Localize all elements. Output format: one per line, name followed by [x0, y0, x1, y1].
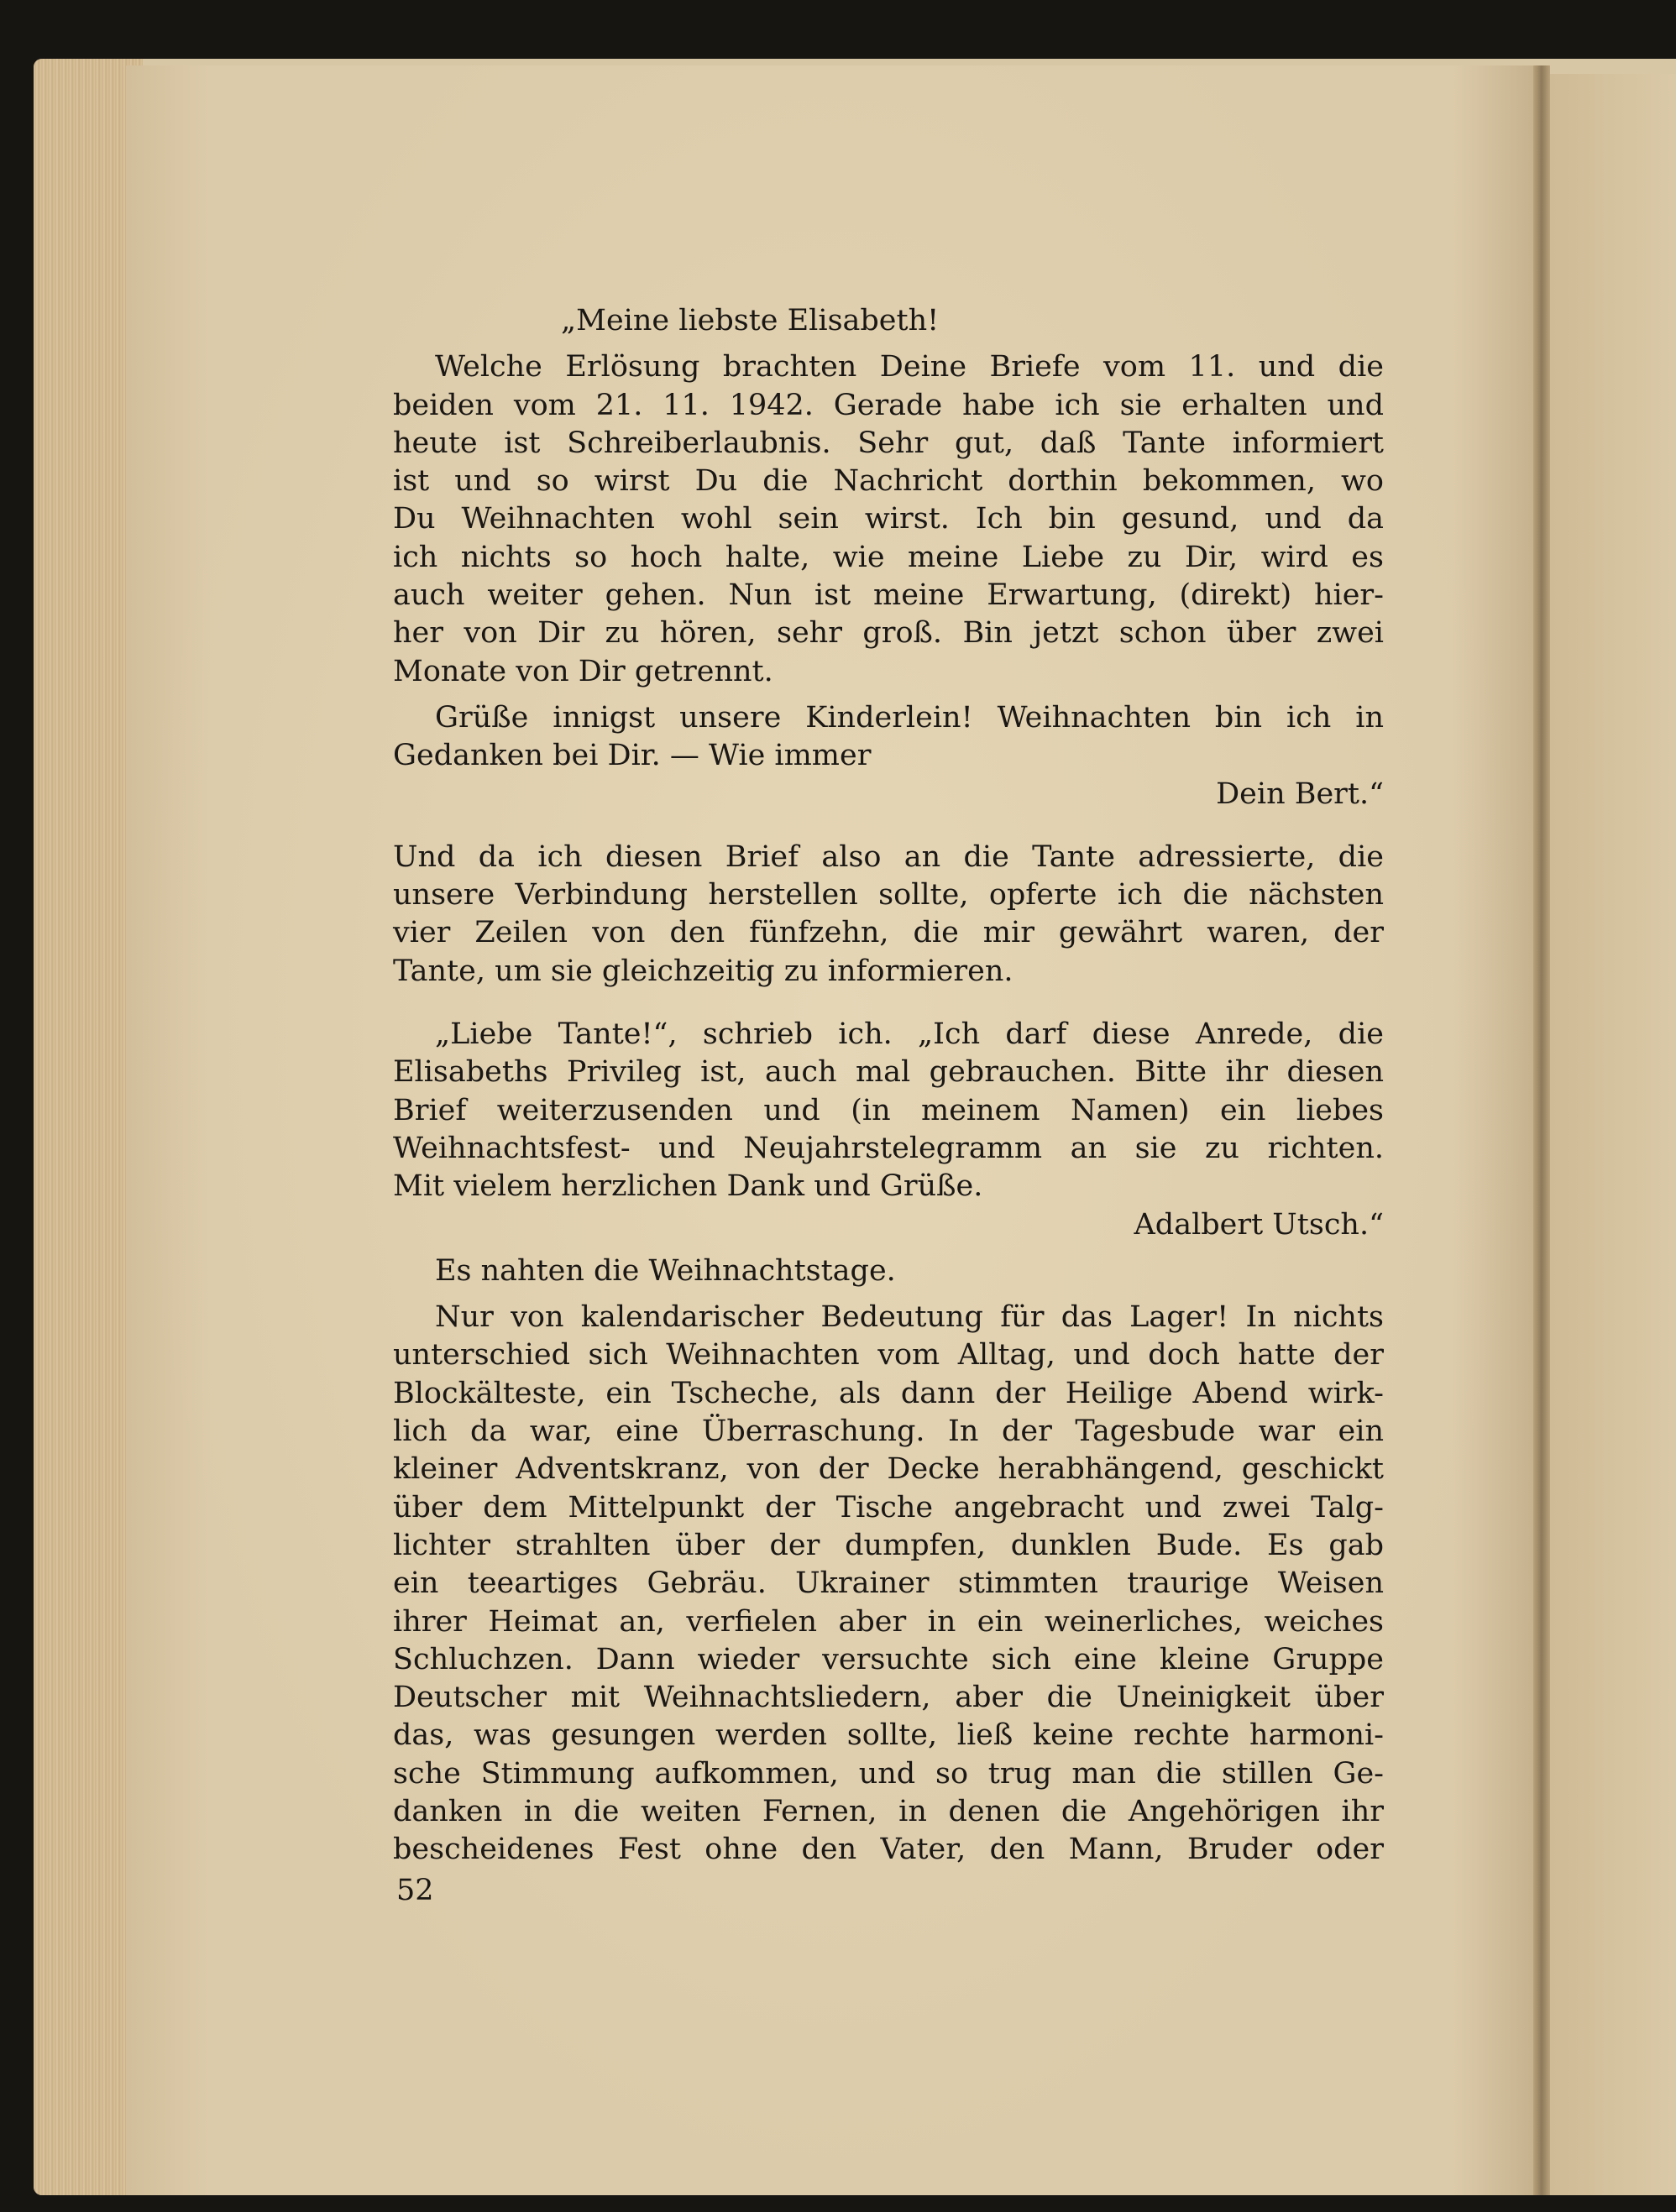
- text-line: Welche Erlösung brachten Deine Briefe vom 11. und die: [435, 350, 1384, 384]
- text-line: unterschied sich Weihnachten vom Alltag, und doch hatte der: [393, 1338, 1384, 1373]
- letter-salutation: „Meine liebste Elisabeth!: [561, 304, 940, 337]
- text-line: Weihnachtsfest- und Neujahrstelegramm an sie zu richten.: [393, 1131, 1384, 1165]
- page-text: [393, 302, 1384, 1869]
- text-line: ihrer Heimat an, verfielen aber in ein weinerliches, weiches: [393, 1604, 1384, 1639]
- text-line: ich nichts so hoch halte, wie meine Liebe zu Dir, wird es: [393, 540, 1384, 574]
- letter-signature-aunt: Adalbert Utsch.“: [1134, 1207, 1384, 1242]
- narrative-line: Es nahten die Weihnachtstage.: [435, 1253, 896, 1288]
- text-line: Deutscher mit Weihnachtsliedern, aber die Uneinigkeit über: [393, 1681, 1384, 1715]
- page-number: 52: [396, 1874, 434, 1907]
- letter-paragraph-2: [393, 699, 1384, 776]
- text-line: heute ist Schreiberlaubnis. Sehr gut, daß Tante informiert: [393, 426, 1384, 460]
- text-line: Du Weihnachten wohl sein wirst. Ich bin gesund, und da: [393, 502, 1384, 536]
- text-line: unsere Verbindung herstellen sollte, opferte ich die nächsten: [393, 878, 1384, 913]
- text-line: Blockälteste, ein Tscheche, als dann der Heilige Abend wirk-: [393, 1376, 1384, 1410]
- letter-to-aunt: [393, 1016, 1384, 1205]
- text-line: ein teeartiges Gebräu. Ukrainer stimmten traurige Weisen: [393, 1566, 1384, 1601]
- text-line: lich da war, eine Überraschung. In der Tagesbude war ein: [393, 1415, 1384, 1449]
- text-line: Brief weiterzusenden und (in meinem Namen) ein liebes: [393, 1093, 1384, 1127]
- text-line: vier Zeilen von den fünfzehn, die mir gewährt waren, der: [393, 916, 1384, 950]
- text-line: danken in die weiten Fernen, in denen die Angehörigen ihr: [393, 1794, 1384, 1828]
- text-line: über dem Mittelpunkt der Tische angebracht und zwei Talg-: [393, 1490, 1384, 1524]
- text-line: Und da ich diesen Brief also an die Tante adressierte, die: [393, 839, 1384, 874]
- narrative-paragraph-1: [393, 839, 1384, 991]
- narrative-paragraph-3: [393, 1299, 1384, 1869]
- text-line: Elisabeths Privileg ist, auch mal gebrauchen. Bitte ihr diesen: [393, 1055, 1384, 1090]
- text-line: auch weiter gehen. Nun ist meine Erwartung, (direkt) hier-: [393, 578, 1384, 613]
- text-line: Monate von Dir getrennt.: [393, 654, 773, 688]
- text-line: Tante, um sie gleichzeitig zu informieren.: [393, 954, 1013, 988]
- text-line: „Liebe Tante!“, schrieb ich. „Ich darf diese Anrede, die: [435, 1017, 1384, 1052]
- text-line: beiden vom 21. 11. 1942. Gerade habe ich sie erhalten und: [393, 388, 1384, 422]
- text-line: Grüße innigst unsere Kinderlein! Weihnachten bin ich in: [435, 700, 1384, 735]
- text-line: sche Stimmung aufkommen, und so trug man die stillen Ge-: [393, 1756, 1384, 1791]
- text-line: das, was gesungen werden sollte, ließ keine rechte harmoni-: [393, 1718, 1384, 1753]
- text-line: her von Dir zu hören, sehr groß. Bin jetzt schon über zwei: [393, 616, 1384, 651]
- text-line: kleiner Adventskranz, von der Decke herabhängend, geschickt: [393, 1452, 1384, 1487]
- text-line: Nur von kalendarischer Bedeutung für das Lager! In nichts: [435, 1300, 1384, 1335]
- text-line: Schluchzen. Dann wieder versuchte sich eine kleine Gruppe: [393, 1642, 1384, 1676]
- text-line: lichter strahlten über der dumpfen, dunklen Bude. Es gab: [393, 1528, 1384, 1562]
- text-line: bescheidenes Fest ohne den Vater, den Mann, Bruder oder: [393, 1833, 1384, 1867]
- book-gutter: [1533, 65, 1550, 2195]
- text-line: Mit vielem herzlichen Dank und Grüße.: [393, 1169, 983, 1204]
- text-line: Gedanken bei Dir. — Wie immer: [393, 739, 872, 773]
- facing-page-edge: [1550, 74, 1676, 2195]
- text-line: ist und so wirst Du die Nachricht dorthin bekommen, wo: [393, 464, 1384, 499]
- letter-signature: Dein Bert.“: [1216, 777, 1384, 811]
- letter-paragraph-1: [393, 348, 1384, 691]
